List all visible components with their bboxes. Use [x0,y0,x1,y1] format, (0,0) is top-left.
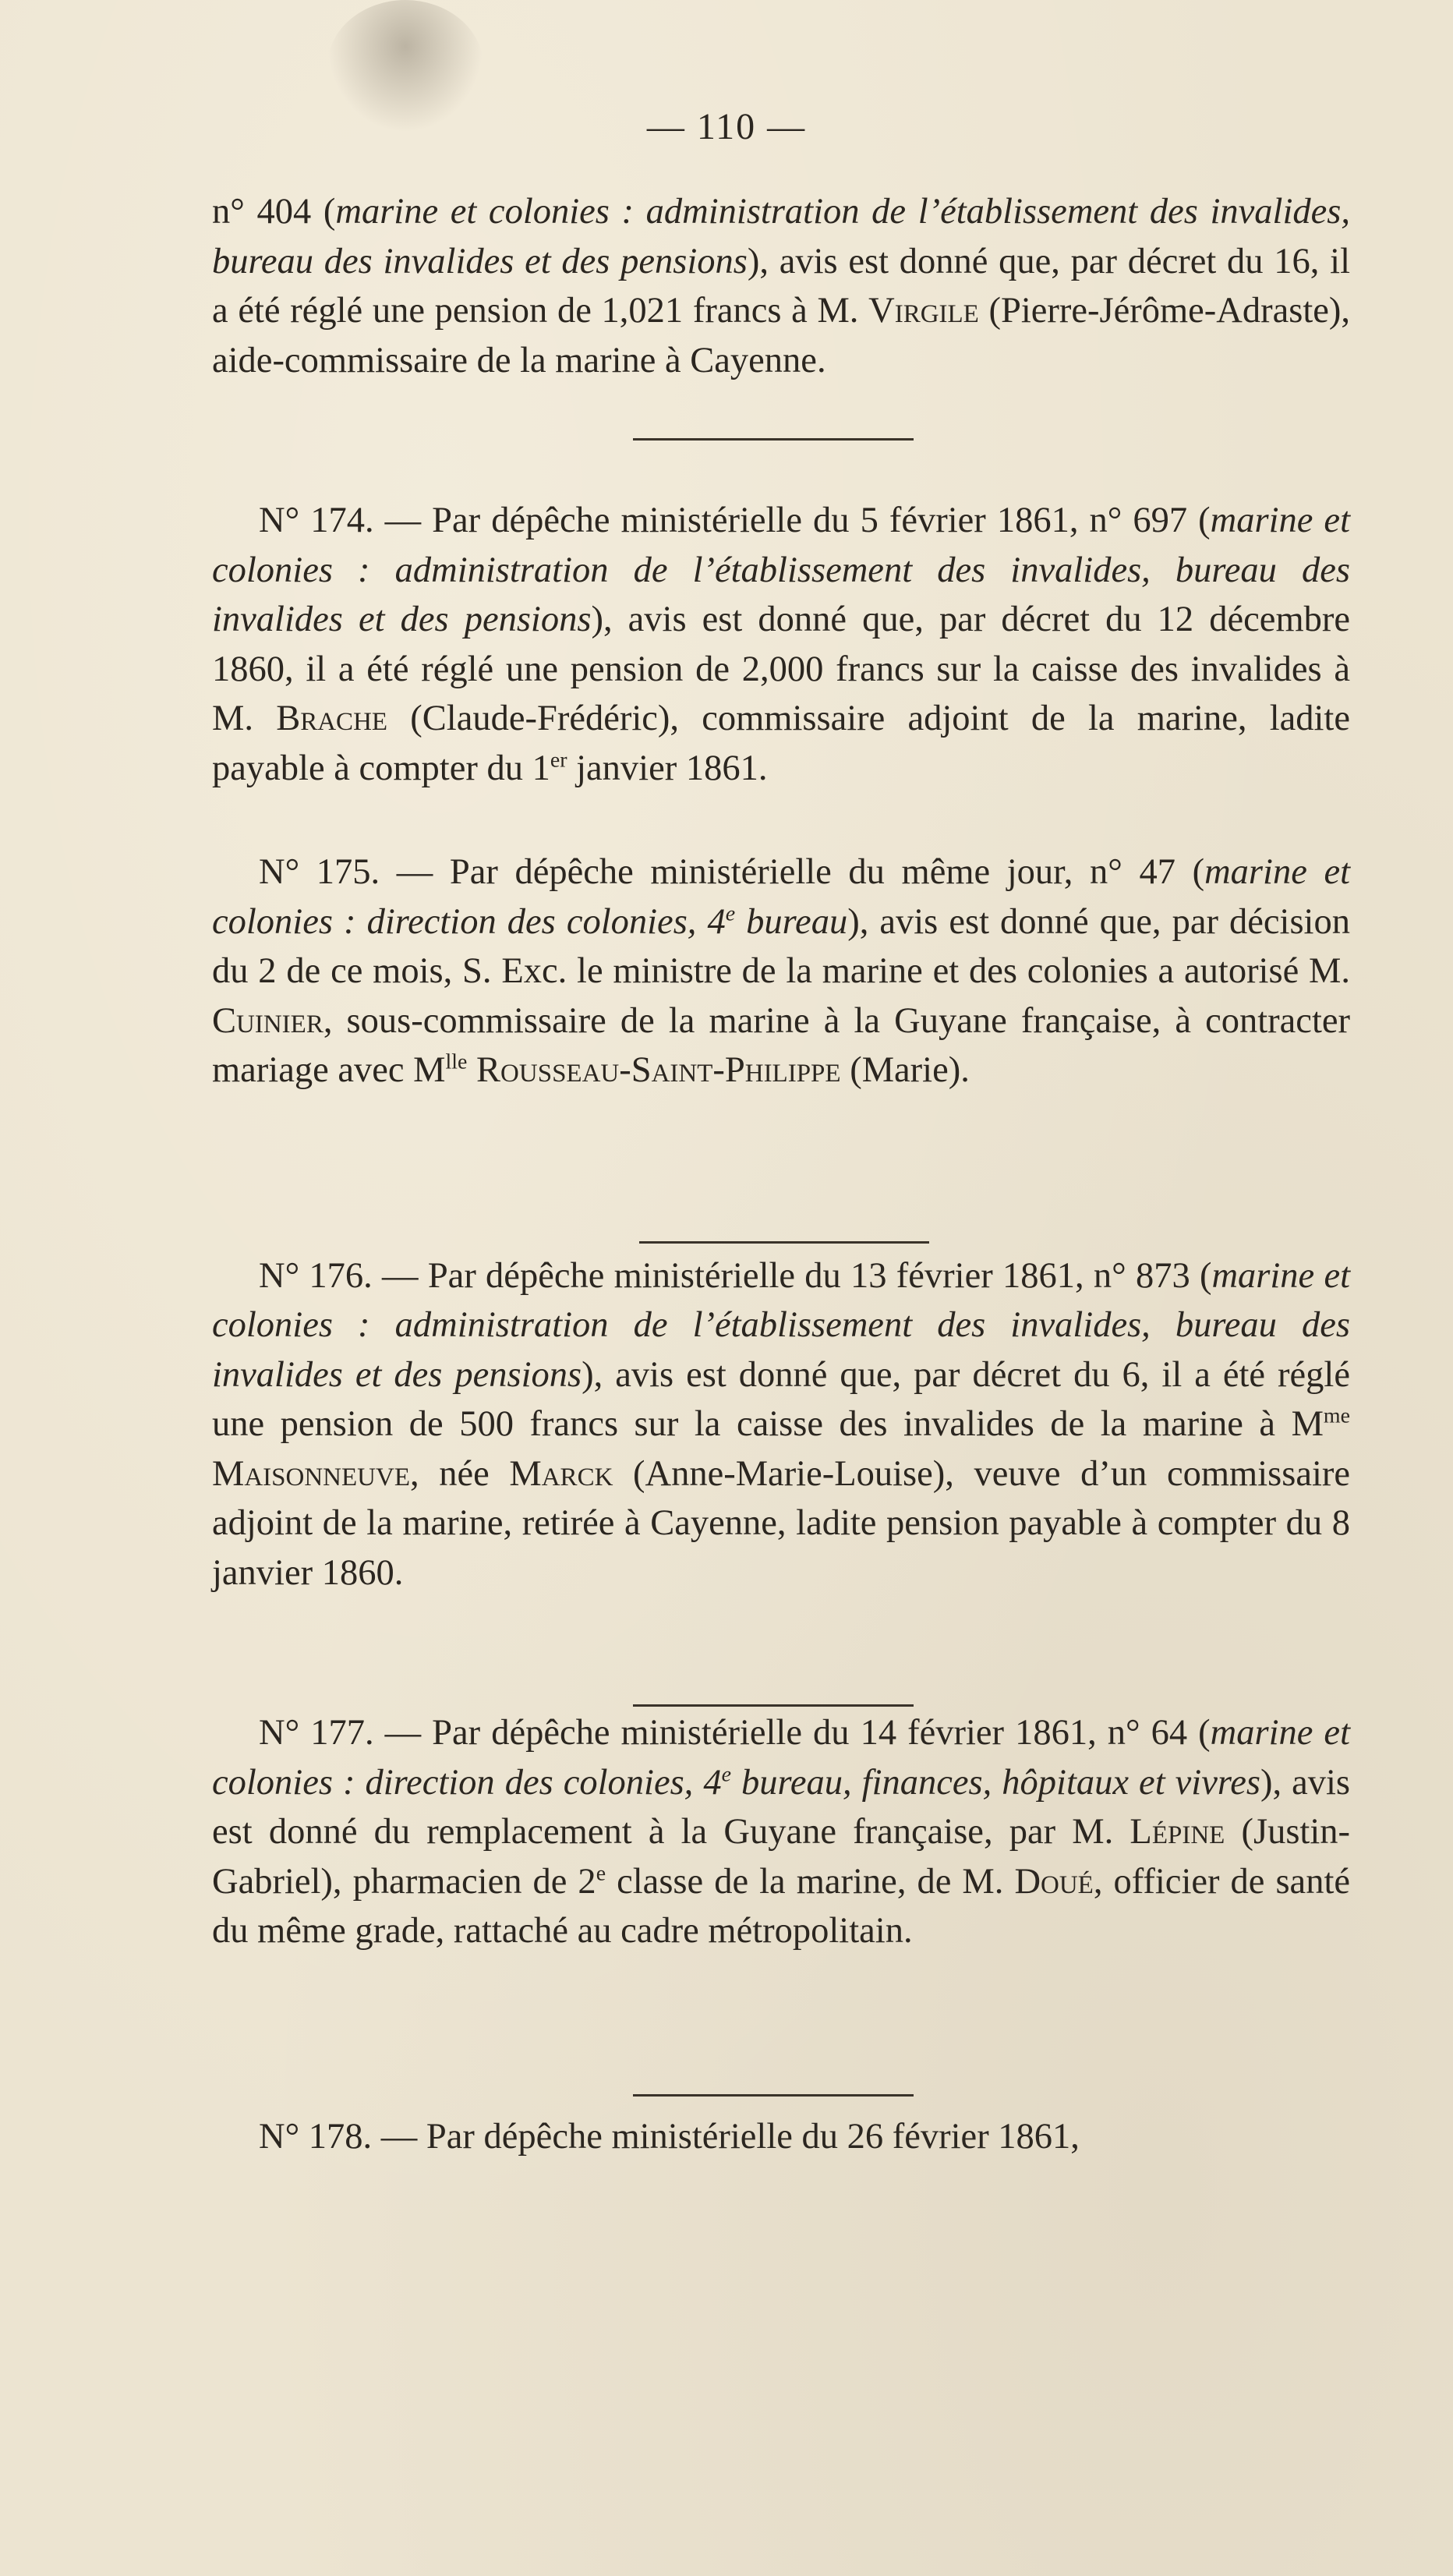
paragraph-continuation: n° 404 (marine et colonies : administration de l’établissement des invalides, bureau des invalides et des pensions), avis est donné que, par décret du 16, il a été réglé une pension de 1,021 francs à M. Virgile (Pierre-Jérôme-Adraste), aide-commissaire de la marine à Cayenne. [212,192,1351,380]
entry-174: N° 174. — Par dépêche ministérielle du 5 février 1861, n° 697 (marine et colonies : administration de l’établissement des invalides, bureau des invalides et des pensions), avis est donné que, par décret du 12 décembre 1860, il a été réglé une pension de 2,000 francs sur la caisse des invalides à M. Brache (Claude-Frédéric), commissaire adjoint de la marine, ladite payable à compter du 1er janvier 1861. [212,501,1350,788]
separator-rule [633,1704,914,1707]
page-number: — 110 — [646,106,807,147]
entry-178: N° 178. — Par dépêche ministérielle du 26 février 1861, [259,2116,1080,2157]
separator-rule [639,1241,929,1244]
entry-175: N° 175. — Par dépêche ministérielle du même jour, n° 47 (marine et colonies : direction des colonies, 4e bureau), avis est donné que, par décision du 2 de ce mois, S. Exc. le ministre de la marine et des colonies a autorisé M. Cuinier, sous-commissaire de la marine à la Guyane française, à contracter mariage avec $M^{lle}$ Rousseau-Saint-Philippe (Marie). [212,852,1350,1090]
separator-rule [633,2094,914,2097]
document-body [212,187,1350,2161]
entry-176: N° 176. — Par dépêche ministérielle du 13 février 1861, n° 873 (marine et colonies : administration de l’établissement des invalides, bureau des invalides et des pensions), avis est donné que, par décret du 6, il a été réglé une pension de 500 francs sur la caisse des invalides de la marine à $M^{me}$ Maisonneuve, née Marck (Anne-Marie-Louise), veuve d’un commissaire adjoint de la marine, retirée à Cayenne, ladite pension payable à compter du 8 janvier 1860. [212,1255,1351,1593]
entry-177: N° 177. — Par dépêche ministérielle du 14 février 1861, n° 64 (marine et colonies : direction des colonies, 4e bureau, finances, hôpitaux et vivres), avis est donné du remplacement à la Guyane française, par M. Lépine (Justin-Gabriel), pharmacien de 2e classe de la marine, de M. Doué, officier de santé du même grade, rattaché au cadre métropolitain. [212,1713,1351,1951]
separator-rule [633,438,914,441]
